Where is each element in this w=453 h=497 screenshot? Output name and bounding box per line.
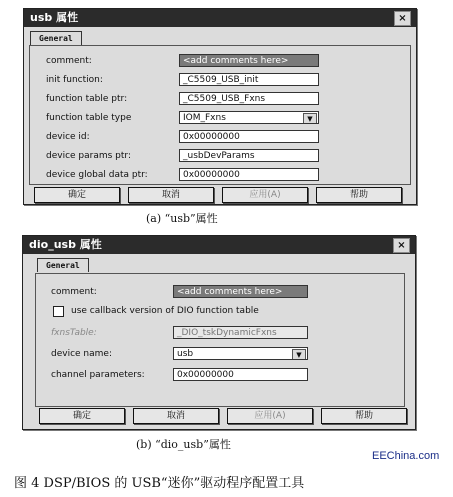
close-icon[interactable]: ×	[394, 11, 411, 26]
caption-a: (a) “usb”属性	[146, 212, 218, 225]
channel-parameters-field[interactable]: 0x00000000	[173, 368, 308, 381]
function-table-type-value: IOM_Fxns	[183, 113, 226, 123]
device-global-data-ptr-label: device global data ptr:	[46, 170, 148, 180]
device-name-label: device name:	[51, 349, 112, 359]
function-table-ptr-label: function table ptr:	[46, 94, 128, 104]
comment-field[interactable]: <add comments here>	[179, 54, 319, 67]
device-name-select[interactable]	[173, 347, 308, 360]
device-id-label: device id:	[46, 132, 90, 142]
fxns-table-label: fxnsTable:	[51, 328, 97, 338]
device-params-ptr-label: device params ptr:	[46, 151, 131, 161]
function-table-type-label: function table type	[46, 113, 132, 123]
fxns-table-field: _DIO_tskDynamicFxns	[173, 326, 308, 339]
init-function-label: init function:	[46, 75, 103, 85]
tab-general[interactable]: General	[30, 31, 82, 45]
comment-field[interactable]: <add comments here>	[173, 285, 308, 298]
dialog-title-bar	[24, 9, 416, 27]
channel-parameters-label: channel parameters:	[51, 370, 145, 380]
help-button[interactable]: 帮助	[321, 408, 407, 424]
function-table-type-select[interactable]	[179, 111, 319, 124]
dialog-title: usb 属性	[30, 11, 79, 24]
apply-button[interactable]: 应用(A)	[222, 187, 308, 203]
init-function-field[interactable]: _C5509_USB_init	[179, 73, 319, 86]
ok-button[interactable]: 确定	[39, 408, 125, 424]
callback-checkbox[interactable]	[53, 306, 64, 317]
device-params-ptr-field[interactable]: _usbDevParams	[179, 149, 319, 162]
cancel-button[interactable]: 取消	[133, 408, 219, 424]
chevron-down-icon[interactable]: ▼	[303, 113, 317, 124]
comment-label: comment:	[46, 56, 92, 66]
comment-label: comment:	[51, 287, 97, 297]
caption-b: (b) “dio_usb”属性	[136, 438, 231, 451]
dialog-title-bar	[23, 236, 415, 254]
help-button[interactable]: 帮助	[316, 187, 402, 203]
function-table-ptr-field[interactable]: _C5509_USB_Fxns	[179, 92, 319, 105]
device-global-data-ptr-field[interactable]: 0x00000000	[179, 168, 319, 181]
device-name-value: usb	[177, 349, 194, 359]
dio-usb-properties-dialog	[22, 235, 416, 430]
watermark: EEChina.com	[372, 450, 440, 462]
callback-checkbox-label: use callback version of DIO function table	[71, 306, 259, 316]
ok-button[interactable]: 确定	[34, 187, 120, 203]
figure-caption: 图 4 DSP/BIOS 的 USB“迷你”驱动程序配置工具	[14, 476, 305, 491]
close-icon[interactable]: ×	[393, 238, 410, 253]
chevron-down-icon[interactable]: ▼	[292, 349, 306, 360]
tab-general[interactable]: General	[37, 258, 89, 272]
cancel-button[interactable]: 取消	[128, 187, 214, 203]
dialog-title: dio_usb 属性	[29, 238, 102, 251]
apply-button[interactable]: 应用(A)	[227, 408, 313, 424]
usb-properties-dialog	[23, 8, 417, 205]
device-id-field[interactable]: 0x00000000	[179, 130, 319, 143]
